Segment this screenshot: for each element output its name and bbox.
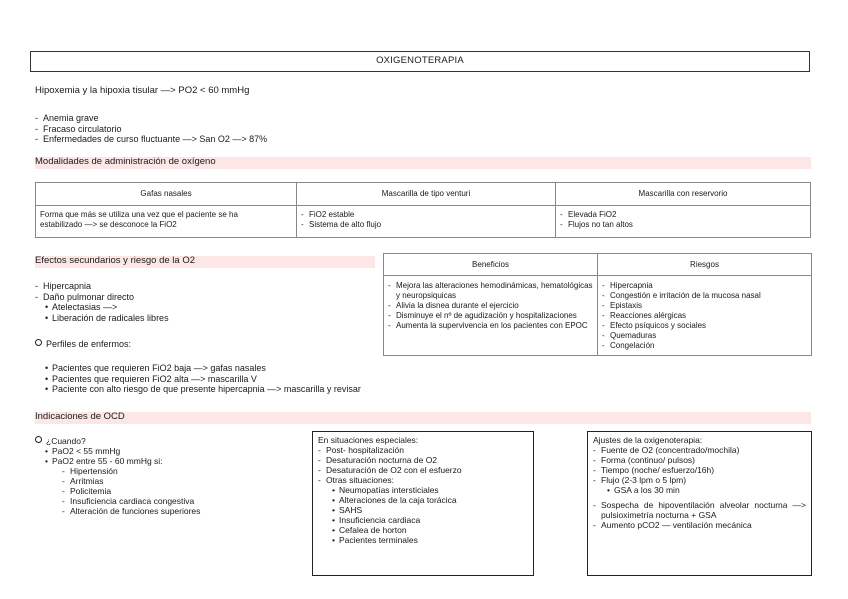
modalidades-heading: Modalidades de administración de oxígeno [35,156,216,167]
table-cell: - FiO2 estable - Sistema de alto flujo [297,206,556,238]
table-cell: Forma que más se utiliza una vez que el paciente se ha estabilizado —> se desconoce la FiO2 [36,206,297,238]
perfiles-list [45,363,361,395]
list-item: • Cefalea de horton [332,525,407,535]
list-item: • Pacientes terminales [332,535,418,545]
list-item: - Aumento pCO2 — ventilación mecánica [593,520,806,530]
beneficios-riesgos-table [383,253,812,356]
list-item: • Pacientes que requieren FiO2 alta —> mascarilla V [45,373,257,384]
ajustes-box: Ajustes de la oxigenoterapia: - Fuente de O2 (concentrado/mochila) - Forma (continuo/ pulsos) - Tiempo (noche/ esfuerzo/16h) - Flujo (2-3 lpm o 5 lpm) • GSA a los 30 min - Sospecha de hipoventilación alveolar nocturna —> pulsioximetría nocturna + GSA - Aumento pCO2 — ventilación mecánica [587,431,812,576]
list-item: - Epistaxis [602,301,807,311]
list-item: - Congelación [602,341,807,351]
list-item: - Policitemia [62,486,200,496]
document-title: OXIGENOTERAPIA [30,51,810,72]
list-item: • Neumopatías intersticiales [332,485,439,495]
modalidades-table [35,182,811,238]
list-item: - Daño pulmonar directo [35,292,169,303]
especiales-box: En situaciones especiales: - Post- hospitalización - Desaturación nocturna de O2 - Desaturación de O2 con el esfuerzo - Otras situaciones: • Neumopatías intersticiales • Alteraciones de la caja torácica • SAHS • Insuficiencia cardiaca • Cefalea de horton • Pacientes terminales [312,431,534,576]
circle-bullet-icon [35,436,42,443]
list-item: - Congestión e irritación de la mucosa nasal [602,291,807,301]
table-header: Mascarilla de tipo venturi [297,183,556,206]
list-item: • Pacientes que requieren FiO2 baja —> gafas nasales [45,363,266,373]
list-item: - Mejora las alteraciones hemodinámicas, hematológicas y neuropsiquicas [388,281,593,301]
list-item: - Reacciones alérgicas [602,311,807,321]
list-item: - Enfermedades de curso fluctuante —> San O2 —> 87% [35,134,267,145]
list-item: - Quemaduras [602,331,807,341]
list-item: - Disminuye el nº de agudización y hospitalizaciones [388,311,593,321]
list-item: • Insuficiencia cardiaca [332,515,421,525]
list-item: - Hipercapnia [35,281,169,292]
list-item: - Post- hospitalización [318,445,528,455]
list-item: • GSA a los 30 min [607,485,680,495]
list-item: - Alteración de funciones superiores [62,506,200,516]
list-item: • PaO2 < 55 mmHg [45,446,121,456]
list-item: • Paciente con alto riesgo de que presente hipercapnia —> mascarilla y revisar [45,384,361,394]
list-item: • Atelectasias —> [45,302,118,312]
list-item: - Insuficiencia cardiaca congestiva [62,496,200,506]
list-item: - Forma (continuo/ pulsos) [593,455,806,465]
list-item: • PaO2 entre 55 - 60 mmHg si: [45,456,163,466]
table-header: Gafas nasales [36,183,297,206]
table-header: Beneficios [384,254,598,276]
list-item: - Anemia grave [35,113,267,124]
list-item: - Alivia la disnea durante el ejercicio [388,301,593,311]
circle-bullet-icon [35,339,42,346]
list-item: - Efecto psíquicos y sociales [602,321,807,331]
list-item: - Arritmias [62,476,200,486]
table-cell: - Elevada FiO2 - Flujos no tan altos [556,206,811,238]
perfiles-label: Perfiles de enfermos: [35,339,131,350]
list-item: - Tiempo (noche/ esfuerzo/16h) [593,465,806,475]
list-item: • SAHS [332,505,363,515]
indicaciones-heading: Indicaciones de OCD [35,411,125,422]
list-item: - Hipercapnia [602,281,807,291]
list-item: - Aumenta la supervivencia en los pacientes con EPOC [388,321,593,331]
intro-text: Hipoxemia y la hipoxia tisular —> PO2 < 60 mmHg [35,85,250,96]
list-item: - Desaturación nocturna de O2 [318,455,528,465]
list-item: - Hipertensión [62,466,200,476]
list-item: • Liberación de radicales libres [45,312,169,323]
efectos-list [35,281,169,323]
list-item: - Flujo (2-3 lpm o 5 lpm) [593,475,806,485]
list-item: - Sospecha de hipoventilación alveolar nocturna —> pulsioximetría nocturna + GSA [593,500,806,520]
table-header: Riesgos [598,254,812,276]
list-item: - Otras situaciones: [318,475,528,485]
list-item: - Fuente de O2 (concentrado/mochila) [593,445,806,455]
table-header: Mascarilla con reservorio [556,183,811,206]
efectos-heading: Efectos secundarios y riesgo de la O2 [35,255,196,266]
table-cell [384,276,598,356]
list-item: • Alteraciones de la caja torácica [332,495,457,505]
list-item: - Fracaso circulatorio [35,124,267,135]
cuando-block: ¿Cuando? • PaO2 < 55 mmHg • PaO2 entre 55 - 60 mmHg si: - Hipertensión - Arritmias - Policitemia - Insuficiencia cardiaca congestiva - Alteración de funciones superiores [35,436,200,516]
list-item: - Desaturación de O2 con el esfuerzo [318,465,528,475]
section-highlight [35,412,811,424]
table-cell [598,276,812,356]
causes-list [35,113,267,145]
